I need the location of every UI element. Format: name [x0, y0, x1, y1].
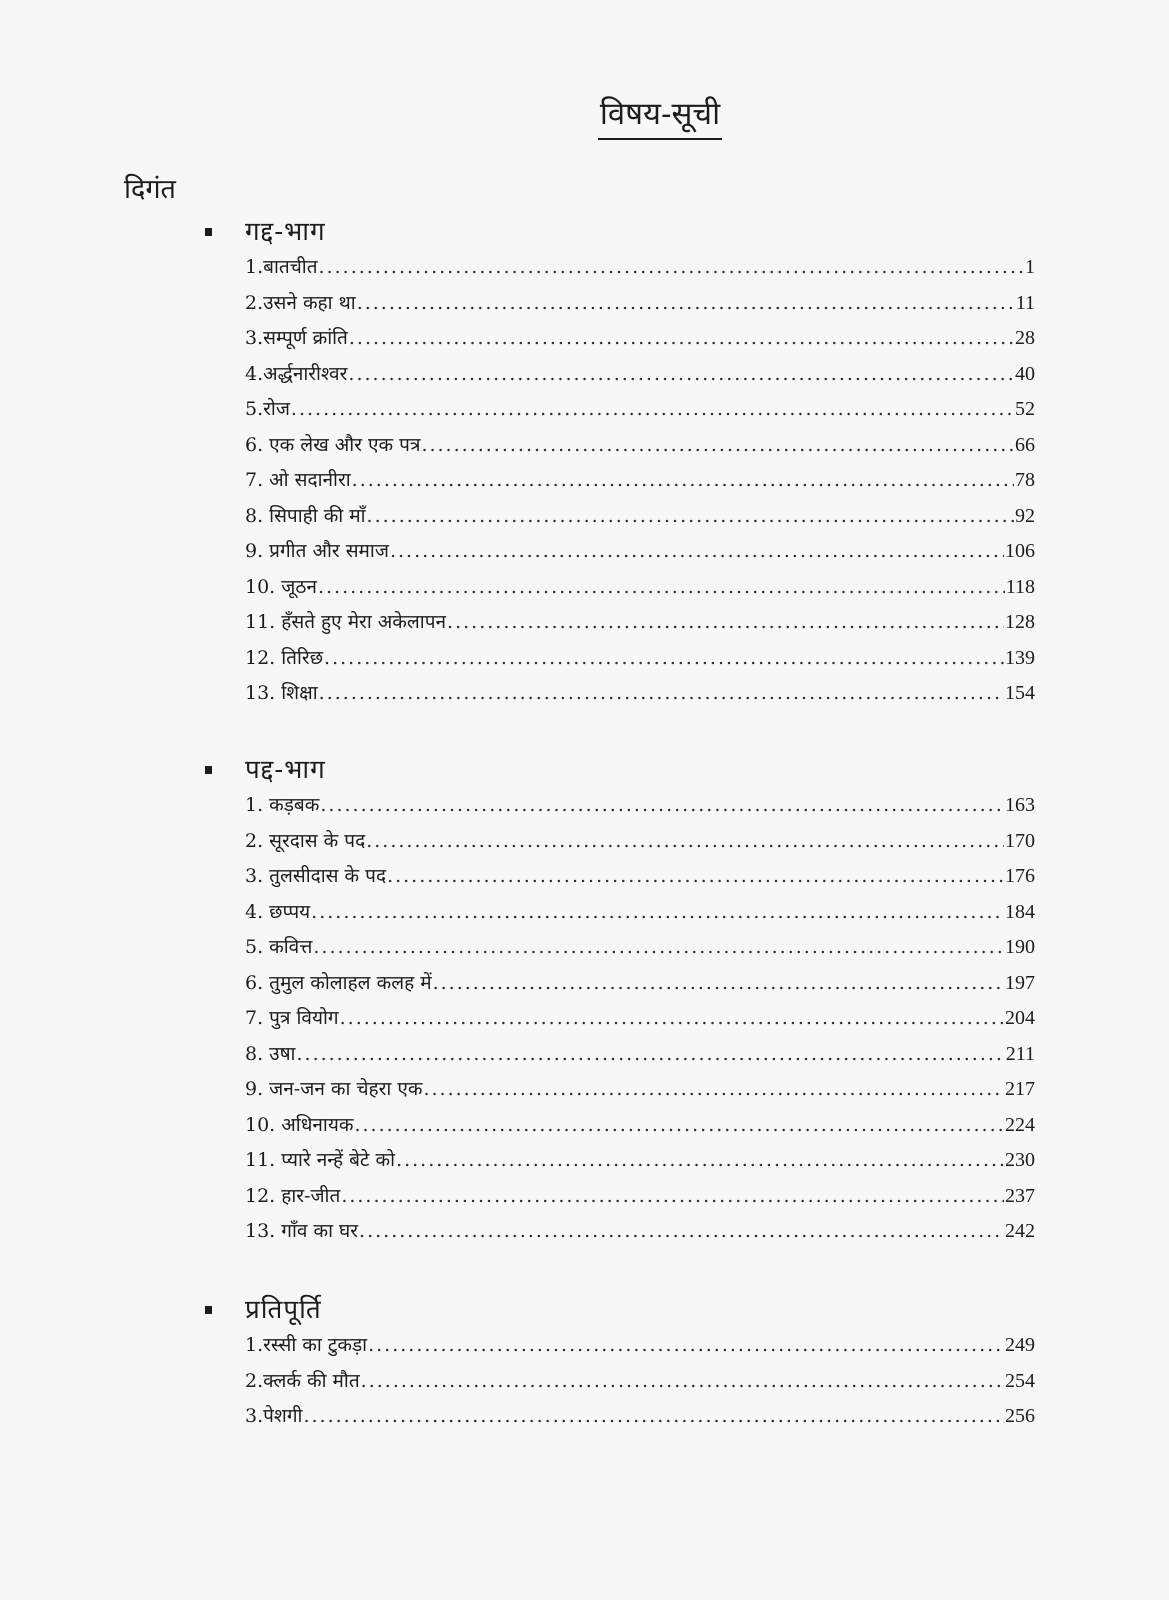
page-number: 118 — [1005, 575, 1035, 598]
page-number: 242 — [1005, 1220, 1035, 1242]
dot-leader — [352, 463, 1014, 499]
square-bullet-icon — [205, 1306, 212, 1314]
entry-title: 11. हँसते हुए मेरा अकेलापन — [245, 611, 447, 633]
entry-title: 3. तुलसीदास के पद — [245, 865, 387, 887]
dot-leader — [357, 286, 1015, 322]
page-number: 170 — [1005, 829, 1035, 852]
page-number: 254 — [1005, 1369, 1035, 1392]
toc-entry[interactable] — [245, 605, 1035, 641]
toc-entry[interactable] — [245, 966, 1035, 1002]
entry-title: 5.रोज — [245, 398, 290, 420]
section-title: पद्द-भाग — [245, 755, 326, 785]
page-number: 176 — [1005, 865, 1035, 887]
dot-leader — [354, 1108, 1004, 1144]
entry-title: 10. अधिनायक — [245, 1113, 354, 1136]
entry-title: 10. जूठन — [245, 575, 317, 598]
dot-leader — [433, 966, 1004, 1002]
dot-leader — [291, 392, 1014, 428]
entry-title: 12. हार-जीत — [245, 1184, 341, 1207]
toc-entry[interactable] — [245, 1037, 1035, 1073]
entry-title: 13. शिक्षा — [245, 682, 318, 704]
toc-entry[interactable] — [245, 1179, 1035, 1215]
section-poetry — [205, 752, 1055, 1250]
dot-leader — [319, 250, 1024, 286]
toc-entry[interactable] — [245, 1328, 1035, 1364]
page-number: 128 — [1005, 611, 1035, 633]
entry-title: 4. छप्पय — [245, 900, 311, 923]
page-number: 217 — [1005, 1078, 1035, 1100]
toc-entry[interactable] — [245, 676, 1035, 712]
dot-leader — [366, 824, 1004, 860]
toc-entry[interactable] — [245, 1214, 1035, 1250]
page-title: विषय-सूची — [0, 92, 1169, 140]
dot-leader — [319, 676, 1004, 712]
dot-leader — [447, 605, 1004, 641]
page-number: 1 — [1025, 256, 1035, 278]
dot-leader — [311, 895, 1004, 931]
toc-entry[interactable] — [245, 859, 1035, 895]
toc-entry[interactable] — [245, 286, 1035, 322]
toc-entry[interactable] — [245, 788, 1035, 824]
page-number: 139 — [1005, 646, 1035, 669]
entry-title: 3.सम्पूर्ण क्रांति — [245, 327, 348, 349]
entry-list — [205, 250, 1055, 712]
page-number: 249 — [1005, 1334, 1035, 1356]
entry-title: 6. तुमुल कोलाहल कलह में — [245, 971, 432, 994]
toc-entry[interactable] — [245, 463, 1035, 499]
toc-entry[interactable] — [245, 824, 1035, 860]
page-number: 237 — [1005, 1184, 1035, 1207]
toc-entry[interactable] — [245, 1072, 1035, 1108]
toc-entry[interactable] — [245, 930, 1035, 966]
entry-title: 7. ओ सदानीरा — [245, 469, 351, 491]
toc-entry[interactable] — [245, 1108, 1035, 1144]
entry-title: 1. कड़बक — [245, 794, 320, 816]
entry-title: 5. कवित्त — [245, 936, 313, 958]
dot-leader — [340, 1001, 1004, 1037]
entry-title: 2.क्लर्क की मौत — [245, 1369, 360, 1392]
toc-entry[interactable] — [245, 895, 1035, 931]
page-number: 66 — [1015, 433, 1035, 456]
toc-entry[interactable] — [245, 1143, 1035, 1179]
page-number: 204 — [1005, 1007, 1035, 1029]
dot-leader — [341, 1179, 1004, 1215]
entry-title: 11. प्यारे नन्हें बेटे को — [245, 1149, 396, 1171]
entry-list — [205, 788, 1055, 1250]
page-number: 190 — [1005, 936, 1035, 958]
toc-entry[interactable] — [245, 1364, 1035, 1400]
section-title: प्रतिपूर्ति — [245, 1295, 322, 1325]
page-number: 197 — [1005, 971, 1035, 994]
page-number: 11 — [1015, 291, 1035, 314]
page-number: 211 — [1005, 1042, 1035, 1065]
section-heading — [205, 752, 1055, 788]
dot-leader — [359, 1214, 1004, 1250]
page-number: 28 — [1015, 327, 1035, 349]
square-bullet-icon — [205, 228, 212, 236]
toc-entry[interactable] — [245, 428, 1035, 464]
toc-entry[interactable] — [245, 1001, 1035, 1037]
page-number: 230 — [1005, 1149, 1035, 1171]
entry-title: 2. सूरदास के पद — [245, 829, 366, 852]
entry-title: 7. पुत्र वियोग — [245, 1007, 339, 1029]
dot-leader — [421, 428, 1014, 464]
entry-title: 3.पेशगी — [245, 1405, 303, 1427]
entry-title: 4.अर्द्धनारीश्वर — [245, 362, 348, 385]
page-number: 163 — [1005, 794, 1035, 816]
section-prose — [205, 214, 1055, 712]
entry-title: 9. जन-जन का चेहरा एक — [245, 1078, 423, 1100]
page-number: 40 — [1015, 362, 1035, 385]
page-number: 78 — [1015, 469, 1035, 491]
toc-entry[interactable] — [245, 641, 1035, 677]
section-title: गद्द-भाग — [245, 217, 326, 247]
dot-leader — [349, 321, 1014, 357]
dot-leader — [320, 788, 1004, 824]
section-heading — [205, 1292, 1055, 1328]
entry-title: 6. एक लेख और एक पत्र — [245, 433, 421, 456]
entry-title: 2.उसने कहा था — [245, 291, 356, 314]
book-title: दिगंत — [124, 174, 176, 205]
page-number: 184 — [1005, 900, 1035, 923]
section-heading — [205, 214, 1055, 250]
square-bullet-icon — [205, 766, 212, 774]
page-number: 154 — [1005, 682, 1035, 704]
entry-title: 12. तिरिछ — [245, 646, 324, 669]
toc-entry[interactable] — [245, 357, 1035, 393]
entry-title: 1.रस्सी का टुकड़ा — [245, 1334, 368, 1356]
dot-leader — [423, 1072, 1004, 1108]
toc-entry[interactable] — [245, 1399, 1035, 1435]
entry-title: 1.बातचीत — [245, 256, 318, 278]
dot-leader — [396, 1143, 1004, 1179]
page-number: 92 — [1015, 504, 1035, 527]
page-number: 224 — [1005, 1113, 1035, 1136]
toc-entry[interactable] — [245, 392, 1035, 428]
toc-entry[interactable] — [245, 534, 1035, 570]
dot-leader — [390, 534, 1004, 570]
dot-leader — [318, 570, 1005, 606]
page-number: 256 — [1005, 1405, 1035, 1427]
toc-entry[interactable] — [245, 250, 1035, 286]
entry-title: 8. उषा — [245, 1042, 296, 1065]
toc-entry[interactable] — [245, 570, 1035, 606]
dot-leader — [303, 1399, 1004, 1435]
section-supplement — [205, 1292, 1055, 1435]
toc-entry[interactable] — [245, 499, 1035, 535]
dot-leader — [387, 859, 1004, 895]
entry-title: 13. गाँव का घर — [245, 1220, 359, 1242]
page-number: 106 — [1005, 540, 1035, 562]
dot-leader — [368, 1328, 1004, 1364]
entry-title: 9. प्रगीत और समाज — [245, 540, 389, 562]
dot-leader — [367, 499, 1014, 535]
page-number: 52 — [1015, 398, 1035, 420]
toc-entry[interactable] — [245, 321, 1035, 357]
dot-leader — [324, 641, 1004, 677]
dot-leader — [361, 1364, 1004, 1400]
entry-list — [205, 1328, 1055, 1435]
dot-leader — [296, 1037, 1004, 1073]
dot-leader — [313, 930, 1004, 966]
entry-title: 8. सिपाही की माँ — [245, 504, 366, 527]
dot-leader — [348, 357, 1014, 393]
